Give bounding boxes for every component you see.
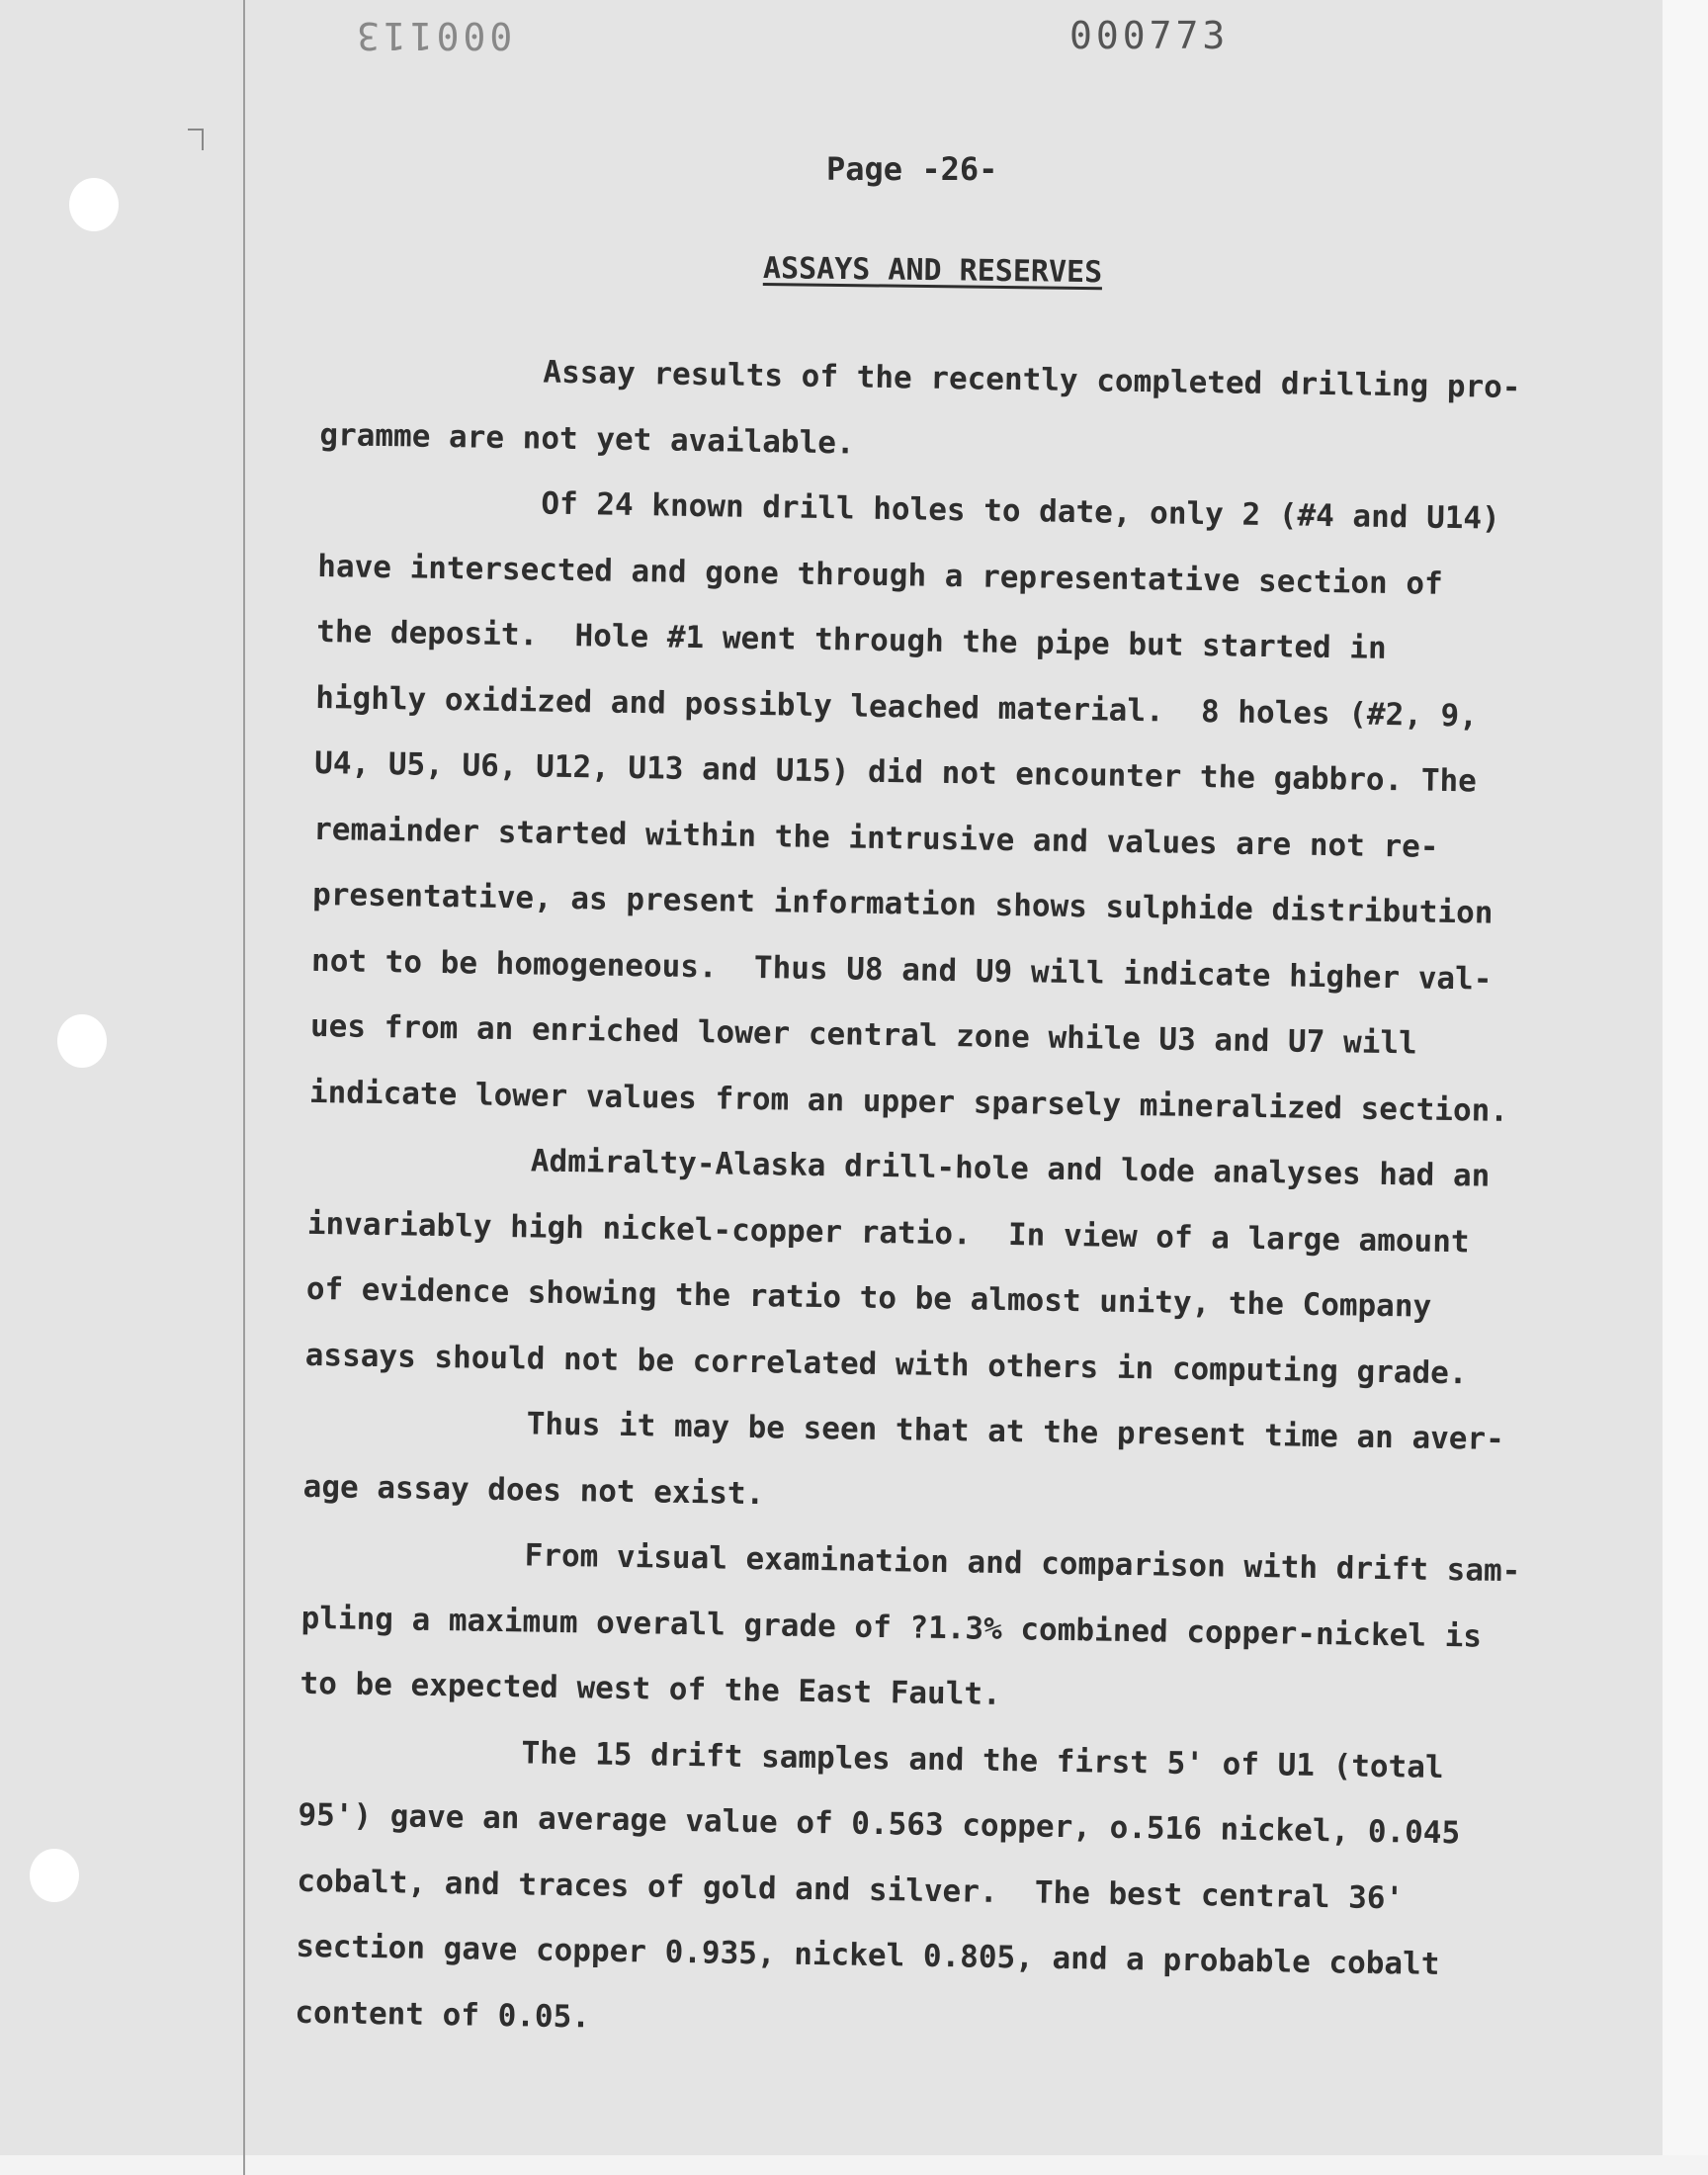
text-line: remainder started within the intrusive and values are not re- (312, 811, 1439, 865)
text-line: section gave copper 0.935, nickel 0.805, and a probable cobalt (296, 1928, 1440, 1982)
scan-edge-bottom (0, 2155, 1708, 2175)
text-line: indicate lower values from an upper sparsely mineralized section. (308, 1074, 1509, 1129)
page-number: Page -26- (826, 150, 998, 188)
body-text (295, 336, 1606, 2065)
punch-hole-top (69, 178, 119, 231)
scan-edge-right (1663, 0, 1708, 2175)
text-line: cobalt, and traces of gold and silver. The best central 36' (297, 1863, 1405, 1916)
text-line: Of 24 known drill holes to date, only 2 (#4 and U14) (541, 485, 1501, 537)
text-line: From visual examination and comparison with drift sam- (524, 1537, 1521, 1590)
text-line: Thus it may be seen that at the present time an aver- (526, 1406, 1505, 1457)
text-line: pling a maximum overall grade of ?1.3% combined copper-nickel is (300, 1600, 1483, 1655)
text-line: not to be homogeneous. Thus U8 and U9 will indicate higher val- (310, 942, 1493, 998)
punch-hole-bottom (30, 1849, 79, 1902)
text-line: to be expected west of the East Fault. (299, 1665, 1002, 1712)
text-line: content of 0.05. (295, 1994, 591, 2035)
punch-hole-middle (57, 1014, 107, 1068)
text-line: have intersected and gone through a representative section of (317, 548, 1443, 602)
text-line: U4, U5, U6, U12, U13 and U15) did not encounter the gabbro. The (313, 744, 1478, 800)
text-line: The 15 drift samples and the first 5' of U1 (total (521, 1734, 1444, 1785)
text-line: assays should not be correlated with others in computing grade. (304, 1337, 1468, 1391)
text-line: highly oxidized and possibly leached material. 8 holes (#2, 9, (314, 679, 1479, 734)
section-title: ASSAYS AND RESERVES (762, 251, 1103, 291)
pencil-tick-mark (188, 129, 204, 150)
text-line: of evidence showing the ratio to be almost unity, the Company (305, 1270, 1432, 1325)
text-line: presentative, as present information shows sulphide distribution (311, 876, 1494, 931)
text-line: age assay does not exist. (302, 1468, 765, 1512)
document-number-stamp-mirrored: 000113 (353, 14, 513, 57)
text-line: 95') gave an average value of 0.563 copper, o.516 nickel, 0.045 (298, 1796, 1461, 1852)
document-number-stamp: 000773 (1069, 14, 1230, 57)
text-line: the deposit. Hole #1 went through the pipe but started in (316, 613, 1387, 666)
margin-rule (243, 0, 245, 2175)
text-line: Assay results of the recently completed drilling pro- (543, 354, 1521, 406)
text-line: ues from an enriched lower central zone while U3 and U7 will (309, 1007, 1418, 1062)
text-line: gramme are not yet available. (319, 416, 855, 461)
text-line: invariably high nickel-copper ratio. In view of a large amount (306, 1205, 1470, 1260)
text-line: Admiralty-Alaska drill-hole and lode analyses had an (530, 1143, 1491, 1194)
